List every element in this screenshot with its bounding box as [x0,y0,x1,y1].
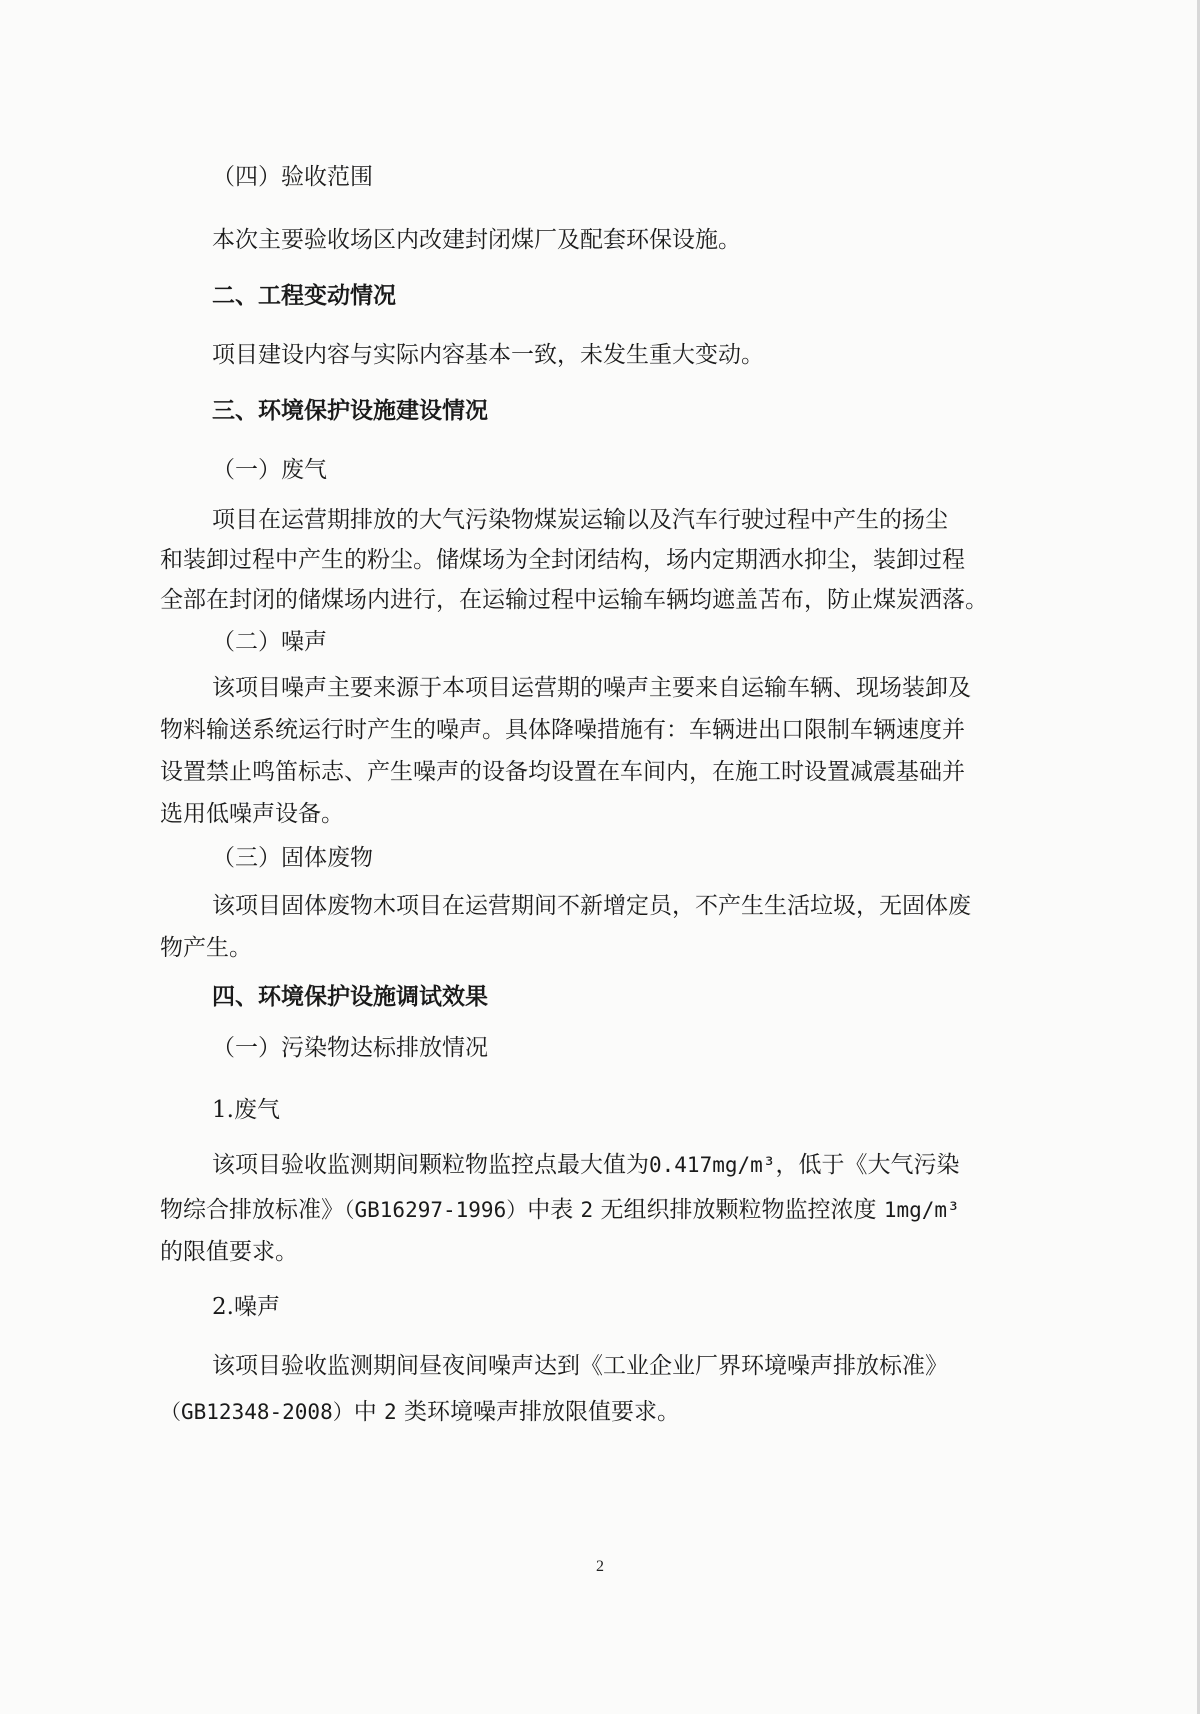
table-number: 2 [580,1198,594,1222]
paragraph-line: 物产生。 [160,935,252,961]
text-run: 该项目验收监测期间颗粒物监控点最大值为 [212,1152,649,1178]
paragraph-line: 该项目验收监测期间昼夜间噪声达到《工业企业厂界环境噪声排放标准》 [212,1353,948,1379]
paragraph-line [0,1150,1200,1180]
paragraph-acceptance-scope: 本次主要验收场区内改建封闭煤厂及配套环保设施。 [212,227,741,253]
heading-debugging-effect: 四、环境保护设施调试效果 [212,983,488,1010]
text-run: 中 [353,1399,377,1425]
text-run: 无组织排放颗粒物监控浓度 [600,1197,877,1223]
paragraph-line: 全部在封闭的储煤场内进行，在运输过程中运输车辆均遮盖苫布，防止煤炭洒落。 [160,587,988,613]
paragraph-line: 的限值要求。 [160,1239,298,1265]
standard-code: （GB12348-2008） [160,1400,354,1424]
limit-value: 1mg/m³ [883,1198,960,1222]
paragraph-line: 和装卸过程中产生的粉尘。储煤场为全封闭结构，场内定期洒水抑尘，装卸过程 [160,547,965,573]
subheading-emission-compliance: （一）污染物达标排放情况 [212,1035,488,1061]
paragraph-line: 该项目固体废物木项目在运营期间不新增定员，不产生生活垃圾，无固体废 [212,893,971,919]
paragraph-line: 设置禁止鸣笛标志、产生噪声的设备均设置在车间内，在施工时设置减震基础并 [160,759,965,785]
paragraph-line: 物料输送系统运行时产生的噪声。具体降噪措施有：车辆进出口限制车辆速度并 [160,717,965,743]
paragraph-line: 选用低噪声设备。 [160,801,344,827]
text-run: 类环境噪声排放限值要求。 [404,1399,680,1425]
heading-env-facilities: 三、环境保护设施建设情况 [212,397,488,424]
subheading-solid-waste: （三）固体废物 [212,845,373,871]
paragraph-line [0,1397,1200,1427]
subheading-exhaust-gas-numbered: 1.废气 [212,1097,280,1123]
heading-engineering-changes: 二、工程变动情况 [212,282,396,309]
paragraph-line [0,1195,1200,1225]
page-number: 2 [596,1558,604,1575]
paragraph-line: 项目在运营期排放的大气污染物煤炭运输以及汽车行驶过程中产生的扬尘 [212,507,948,533]
measurement-value: 0.417mg/m³ [649,1153,776,1177]
class-number: 2 [384,1400,397,1424]
subheading-noise-numbered: 2.噪声 [212,1294,280,1320]
text-run: 物综合排放标准》 [160,1197,344,1223]
subheading-noise: （二）噪声 [212,629,327,655]
text-run: ，低于《大气污染 [775,1152,960,1178]
section-heading-acceptance-scope: （四）验收范围 [212,164,373,190]
text-run: 中表 [527,1197,574,1223]
paragraph-engineering-changes: 项目建设内容与实际内容基本一致，未发生重大变动。 [212,342,764,368]
paragraph-line: 该项目噪声主要来源于本项目运营期的噪声主要来自运输车辆、现场装卸及 [212,675,971,701]
standard-code: （GB16297-1996） [344,1198,528,1222]
subheading-exhaust-gas: （一）废气 [212,457,327,483]
